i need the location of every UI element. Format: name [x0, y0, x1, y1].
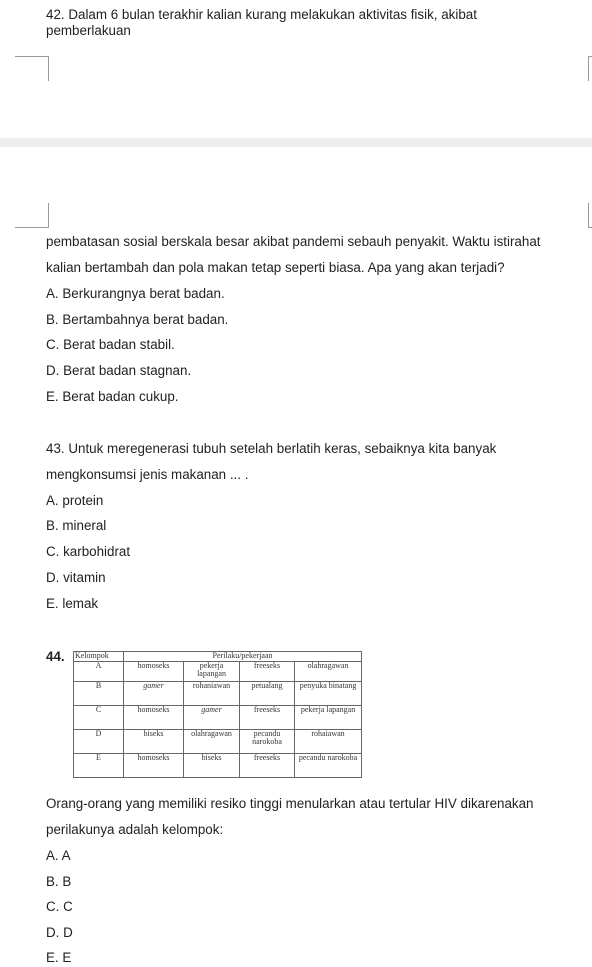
q42-text-line2: pemberlakuan — [46, 23, 131, 38]
q42-option-c[interactable]: C. Berat badan stabil. — [46, 337, 175, 352]
behavior-table — [73, 651, 362, 778]
q43-option-a[interactable]: A. protein — [46, 493, 104, 508]
table-cell: olahragawan — [295, 661, 362, 681]
q44-option-e[interactable]: E. E — [46, 950, 72, 965]
q44-option-b[interactable]: B. B — [46, 874, 72, 889]
table-cell — [124, 681, 184, 705]
table-cell: petualang — [240, 681, 295, 705]
q42-option-a[interactable]: A. Berkurangnya berat badan. — [46, 286, 225, 301]
table-row — [74, 661, 362, 681]
q44-number: 44. — [46, 649, 65, 664]
crop-mark-top-left — [15, 56, 49, 81]
table-cell: freeseks — [240, 661, 295, 681]
table-cell: pecandu narokoba — [240, 729, 295, 753]
table-cell: homoseks — [124, 705, 184, 729]
q42-text-line3: pembatasan sosial berskala besar akibat pandemi sebauh penyakit. Waktu istirahat — [46, 234, 541, 249]
table-cell: freeseks — [240, 705, 295, 729]
q43-text-line2: mengkonsumsi jenis makanan ... . — [46, 467, 249, 482]
q43-option-d[interactable]: D. vitamin — [46, 570, 106, 585]
table-cell: pecandu narokoba — [295, 753, 362, 777]
q43-option-e[interactable]: E. lemak — [46, 596, 99, 611]
q44-option-d[interactable]: D. D — [46, 925, 73, 940]
q42-option-b[interactable]: B. Bertambahnya berat badan. — [46, 312, 229, 327]
q42-text-line1: 42. Dalam 6 bulan terakhir kalian kurang melakukan aktivitas fisik, akibat — [46, 7, 477, 22]
q44-text-line1: Orang-orang yang memiliki resiko tinggi menularkan atau tertular HIV dikarenakan — [46, 796, 534, 811]
q42-text-line4: kalian bertambah dan pola makan tetap seperti biasa. Apa yang akan terjadi? — [46, 260, 505, 275]
table-row — [74, 753, 362, 777]
table-cell: B — [74, 681, 124, 705]
table-row — [74, 705, 362, 729]
table-cell: A — [74, 661, 124, 681]
table-cell: E — [74, 753, 124, 777]
table-row — [74, 681, 362, 705]
q42-option-d[interactable]: D. Berat badan stagnan. — [46, 363, 192, 378]
table-cell-italic: gamer — [201, 704, 222, 714]
table-cell: pekerja lapangan — [184, 661, 240, 681]
q43-option-b[interactable]: B. mineral — [46, 518, 107, 533]
q44-option-c[interactable]: C. C — [46, 899, 73, 914]
table-header-behavior: Perilaku/pekerjaan — [124, 652, 362, 662]
table-cell: olahragawan — [184, 729, 240, 753]
table-row — [74, 729, 362, 753]
q44-option-a[interactable]: A. A — [46, 848, 71, 863]
table-header-group: Kelompok — [74, 652, 124, 662]
table-cell: pekerja lapangan — [295, 705, 362, 729]
q42-option-e[interactable]: E. Berat badan cukup. — [46, 389, 179, 404]
table-cell: D — [74, 729, 124, 753]
table-header-row — [74, 652, 362, 662]
table-cell: biseks — [124, 729, 184, 753]
table-cell: homoseks — [124, 661, 184, 681]
crop-mark-top-right — [588, 56, 592, 81]
table-cell: homoseks — [124, 753, 184, 777]
table-cell: C — [74, 705, 124, 729]
table-cell: biseks — [184, 753, 240, 777]
q44-text-line2: perilakunya adalah kelompok: — [46, 822, 224, 837]
table-cell-italic: gamer — [143, 680, 164, 690]
table-cell — [184, 705, 240, 729]
crop-mark-bottom-left — [15, 203, 49, 228]
table-cell: freeseks — [240, 753, 295, 777]
crop-mark-bottom-right — [588, 203, 592, 228]
q43-option-c[interactable]: C. karbohidrat — [46, 544, 131, 559]
q43-text-line1: 43. Untuk meregenerasi tubuh setelah berlatih keras, sebaiknya kita banyak — [46, 441, 497, 456]
table-cell: penyuka binatang — [295, 681, 362, 705]
page-divider-band — [0, 138, 592, 147]
table-cell: rohaiawan — [295, 729, 362, 753]
table-cell: rohaniawan — [184, 681, 240, 705]
